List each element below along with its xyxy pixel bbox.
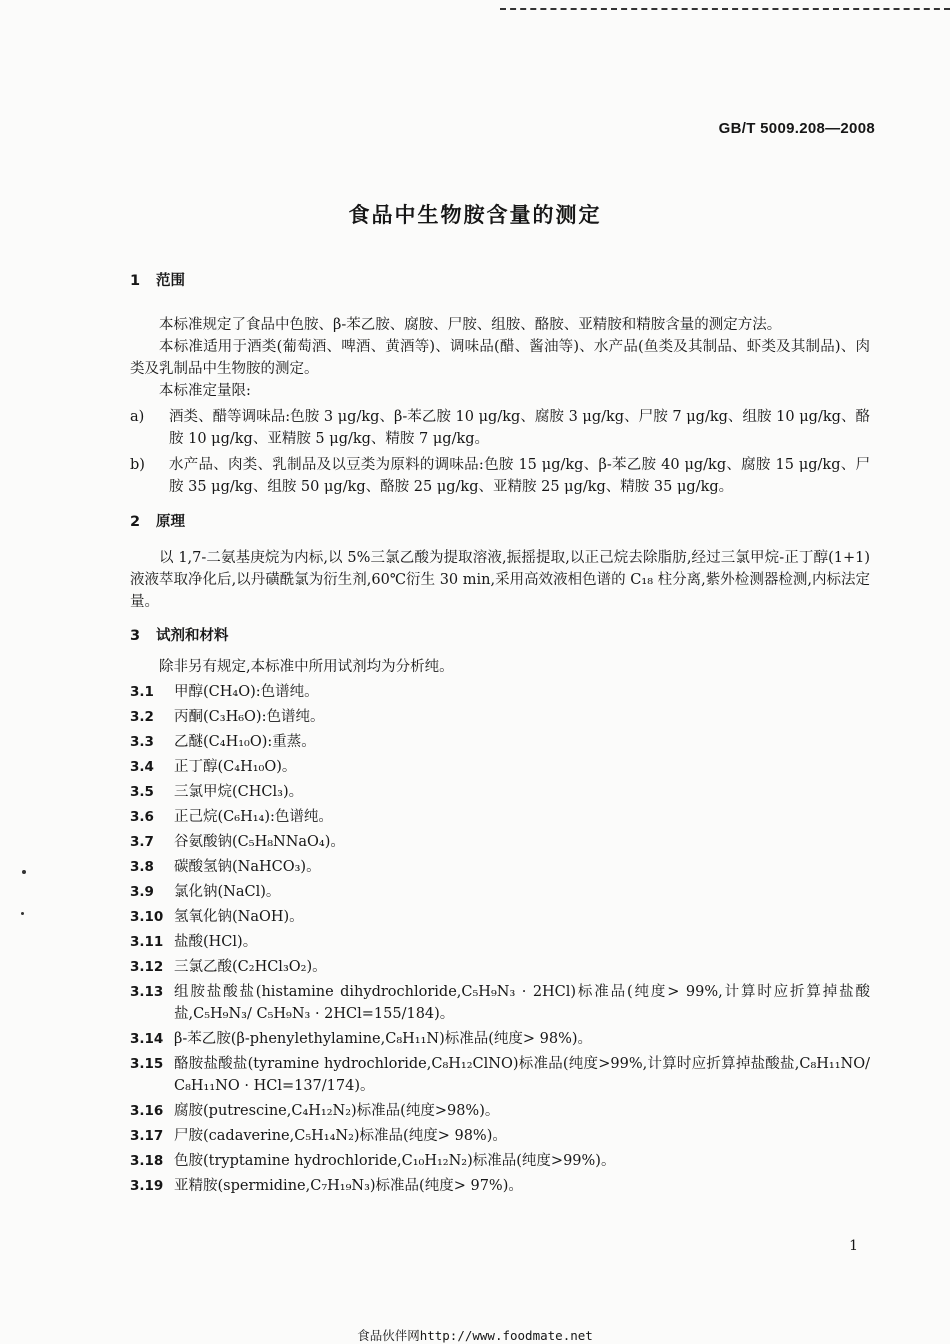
item-number: 3.18 xyxy=(130,1153,164,1169)
item-number: 3.13 xyxy=(130,984,164,1000)
reagent-item xyxy=(130,1028,870,1050)
section-title: 范围 xyxy=(156,273,185,289)
scan-speck xyxy=(22,870,26,874)
reagent-item xyxy=(130,681,870,703)
paragraph: 本标准适用于酒类(葡萄酒、啤酒、黄酒等)、调味品(醋、酱油等)、水产品(鱼类及其制品、虾类及其制品)、肉类及乳制品中生物胺的测定。 xyxy=(130,339,870,377)
item-number: 3.11 xyxy=(130,934,164,950)
reagent-item xyxy=(130,831,870,853)
item-text: 三氯甲烷(CHCl₃)。 xyxy=(174,784,304,800)
item-text: 亚精胺(spermidine,C₇H₁₉N₃)标准品(纯度> 97%)。 xyxy=(174,1178,523,1194)
footer-watermark: 食品伙伴网http://www.foodmate.net xyxy=(357,1328,593,1343)
section-scope xyxy=(130,270,870,498)
item-text: 甲醇(CH₄O):色谱纯。 xyxy=(174,684,319,700)
document-body xyxy=(130,270,870,1200)
top-dashed-rule xyxy=(500,8,950,10)
scan-speck xyxy=(21,912,24,915)
item-text: 色胺(tryptamine hydrochloride,C₁₀H₁₂N₂)标准品(纯度>99%)。 xyxy=(174,1153,616,1169)
paragraph: 以 1,7-二氨基庚烷为内标,以 5%三氯乙酸为提取溶液,振摇提取,以正己烷去除脂肪,经过三氯甲烷-正丁醇(1+1)液液萃取净化后,以丹磺酰氯为衍生剂,60℃衍生 30 min,采用高效液相色谱的 C₁₈ 柱分离,紫外检测器检测,内标法定量。 xyxy=(130,550,870,610)
item-text: 组胺盐酸盐(histamine dihydrochloride,C₅H₉N₃ · 2HCl)标准品(纯度> 99%,计算时应折算掉盐酸盐,C₅H₉N₃/ C₅H₉N₃ · 2HCl=155/184)。 xyxy=(174,984,870,1022)
reagent-item xyxy=(130,706,870,728)
item-text: 碳酸氢钠(NaHCO₃)。 xyxy=(174,859,321,875)
item-text: 氯化钠(NaCl)。 xyxy=(174,884,281,900)
item-number: 3.10 xyxy=(130,909,164,925)
reagent-item xyxy=(130,806,870,828)
item-number: 3.3 xyxy=(130,734,154,750)
item-text: 尸胺(cadaverine,C₅H₁₄N₂)标准品(纯度> 98%)。 xyxy=(174,1128,507,1144)
section-heading xyxy=(130,270,870,292)
section-title: 原理 xyxy=(156,514,185,530)
item-text: β-苯乙胺(β-phenylethylamine,C₈H₁₁N)标准品(纯度> 98%)。 xyxy=(174,1031,593,1047)
item-text: 氢氧化钠(NaOH)。 xyxy=(174,909,304,925)
item-number: 3.16 xyxy=(130,1103,164,1119)
section-title: 试剂和材料 xyxy=(156,628,229,644)
page-number: 1 xyxy=(849,1238,858,1254)
section-number: 1 xyxy=(130,273,141,289)
item-number: 3.4 xyxy=(130,759,154,775)
reagent-item xyxy=(130,1125,870,1147)
item-number: 3.17 xyxy=(130,1128,164,1144)
section-reagents xyxy=(130,625,870,1197)
section-principle xyxy=(130,511,870,613)
paragraph: 除非另有规定,本标准中所用试剂均为分析纯。 xyxy=(159,659,454,675)
list-label: a) xyxy=(130,409,145,425)
item-number: 3.1 xyxy=(130,684,154,700)
reagent-item xyxy=(130,781,870,803)
item-text: 三氯乙酸(C₂HCl₃O₂)。 xyxy=(174,959,327,975)
item-number: 3.19 xyxy=(130,1178,164,1194)
reagent-item xyxy=(130,881,870,903)
list-text: 水产品、肉类、乳制品及以豆类为原料的调味品:色胺 15 μg/kg、β-苯乙胺 40 μg/kg、腐胺 15 μg/kg、尸胺 35 μg/kg、组胺 50 μg/kg、酪胺 25 μg/kg、亚精胺 25 μg/kg、精胺 35 μg/kg。 xyxy=(169,457,870,495)
item-number: 3.6 xyxy=(130,809,154,825)
reagent-item xyxy=(130,1100,870,1122)
paragraph: 本标准规定了食品中色胺、β-苯乙胺、腐胺、尸胺、组胺、酪胺、亚精胺和精胺含量的测定方法。 xyxy=(159,317,782,333)
item-text: 酪胺盐酸盐(tyramine hydrochloride,C₈H₁₂ClNO)标准品(纯度>99%,计算时应折算掉盐酸盐,C₈H₁₁NO/ C₈H₁₁NO · HCl=137/174)。 xyxy=(174,1056,870,1094)
item-text: 丙酮(C₃H₆O):色谱纯。 xyxy=(174,709,325,725)
document-title: 食品中生物胺含量的测定 xyxy=(348,203,602,227)
list-item xyxy=(130,454,870,498)
list-label: b) xyxy=(130,457,145,473)
item-text: 谷氨酸钠(C₅H₈NNaO₄)。 xyxy=(174,834,345,850)
item-number: 3.7 xyxy=(130,834,154,850)
reagent-item xyxy=(130,756,870,778)
section-heading xyxy=(130,625,870,647)
reagent-item xyxy=(130,931,870,953)
item-number: 3.15 xyxy=(130,1056,164,1072)
section-heading xyxy=(130,511,870,533)
item-number: 3.8 xyxy=(130,859,154,875)
item-number: 3.2 xyxy=(130,709,154,725)
reagent-item xyxy=(130,906,870,928)
list-item xyxy=(130,406,870,450)
item-number: 3.14 xyxy=(130,1031,164,1047)
section-number: 2 xyxy=(130,514,141,530)
item-text: 盐酸(HCl)。 xyxy=(174,934,258,950)
list-text: 酒类、醋等调味品:色胺 3 μg/kg、β-苯乙胺 10 μg/kg、腐胺 3 μg/kg、尸胺 7 μg/kg、组胺 10 μg/kg、酪胺 10 μg/kg、亚精胺 5 μg/kg、精胺 7 μg/kg。 xyxy=(169,409,870,447)
item-text: 乙醚(C₄H₁₀O):重蒸。 xyxy=(174,734,316,750)
item-text: 正己烷(C₆H₁₄):色谱纯。 xyxy=(174,809,333,825)
item-text: 正丁醇(C₄H₁₀O)。 xyxy=(174,759,297,775)
section-number: 3 xyxy=(130,628,141,644)
reagent-item xyxy=(130,856,870,878)
item-text: 腐胺(putrescine,C₄H₁₂N₂)标准品(纯度>98%)。 xyxy=(174,1103,500,1119)
reagent-item xyxy=(130,1175,870,1197)
reagent-item xyxy=(130,1150,870,1172)
item-number: 3.5 xyxy=(130,784,154,800)
reagent-item xyxy=(130,731,870,753)
standard-number: GB/T 5009.208—2008 xyxy=(718,120,875,137)
reagent-item xyxy=(130,1053,870,1097)
paragraph: 本标准定量限: xyxy=(159,383,251,399)
reagent-item xyxy=(130,981,870,1025)
item-number: 3.9 xyxy=(130,884,154,900)
reagent-item xyxy=(130,956,870,978)
item-number: 3.12 xyxy=(130,959,164,975)
